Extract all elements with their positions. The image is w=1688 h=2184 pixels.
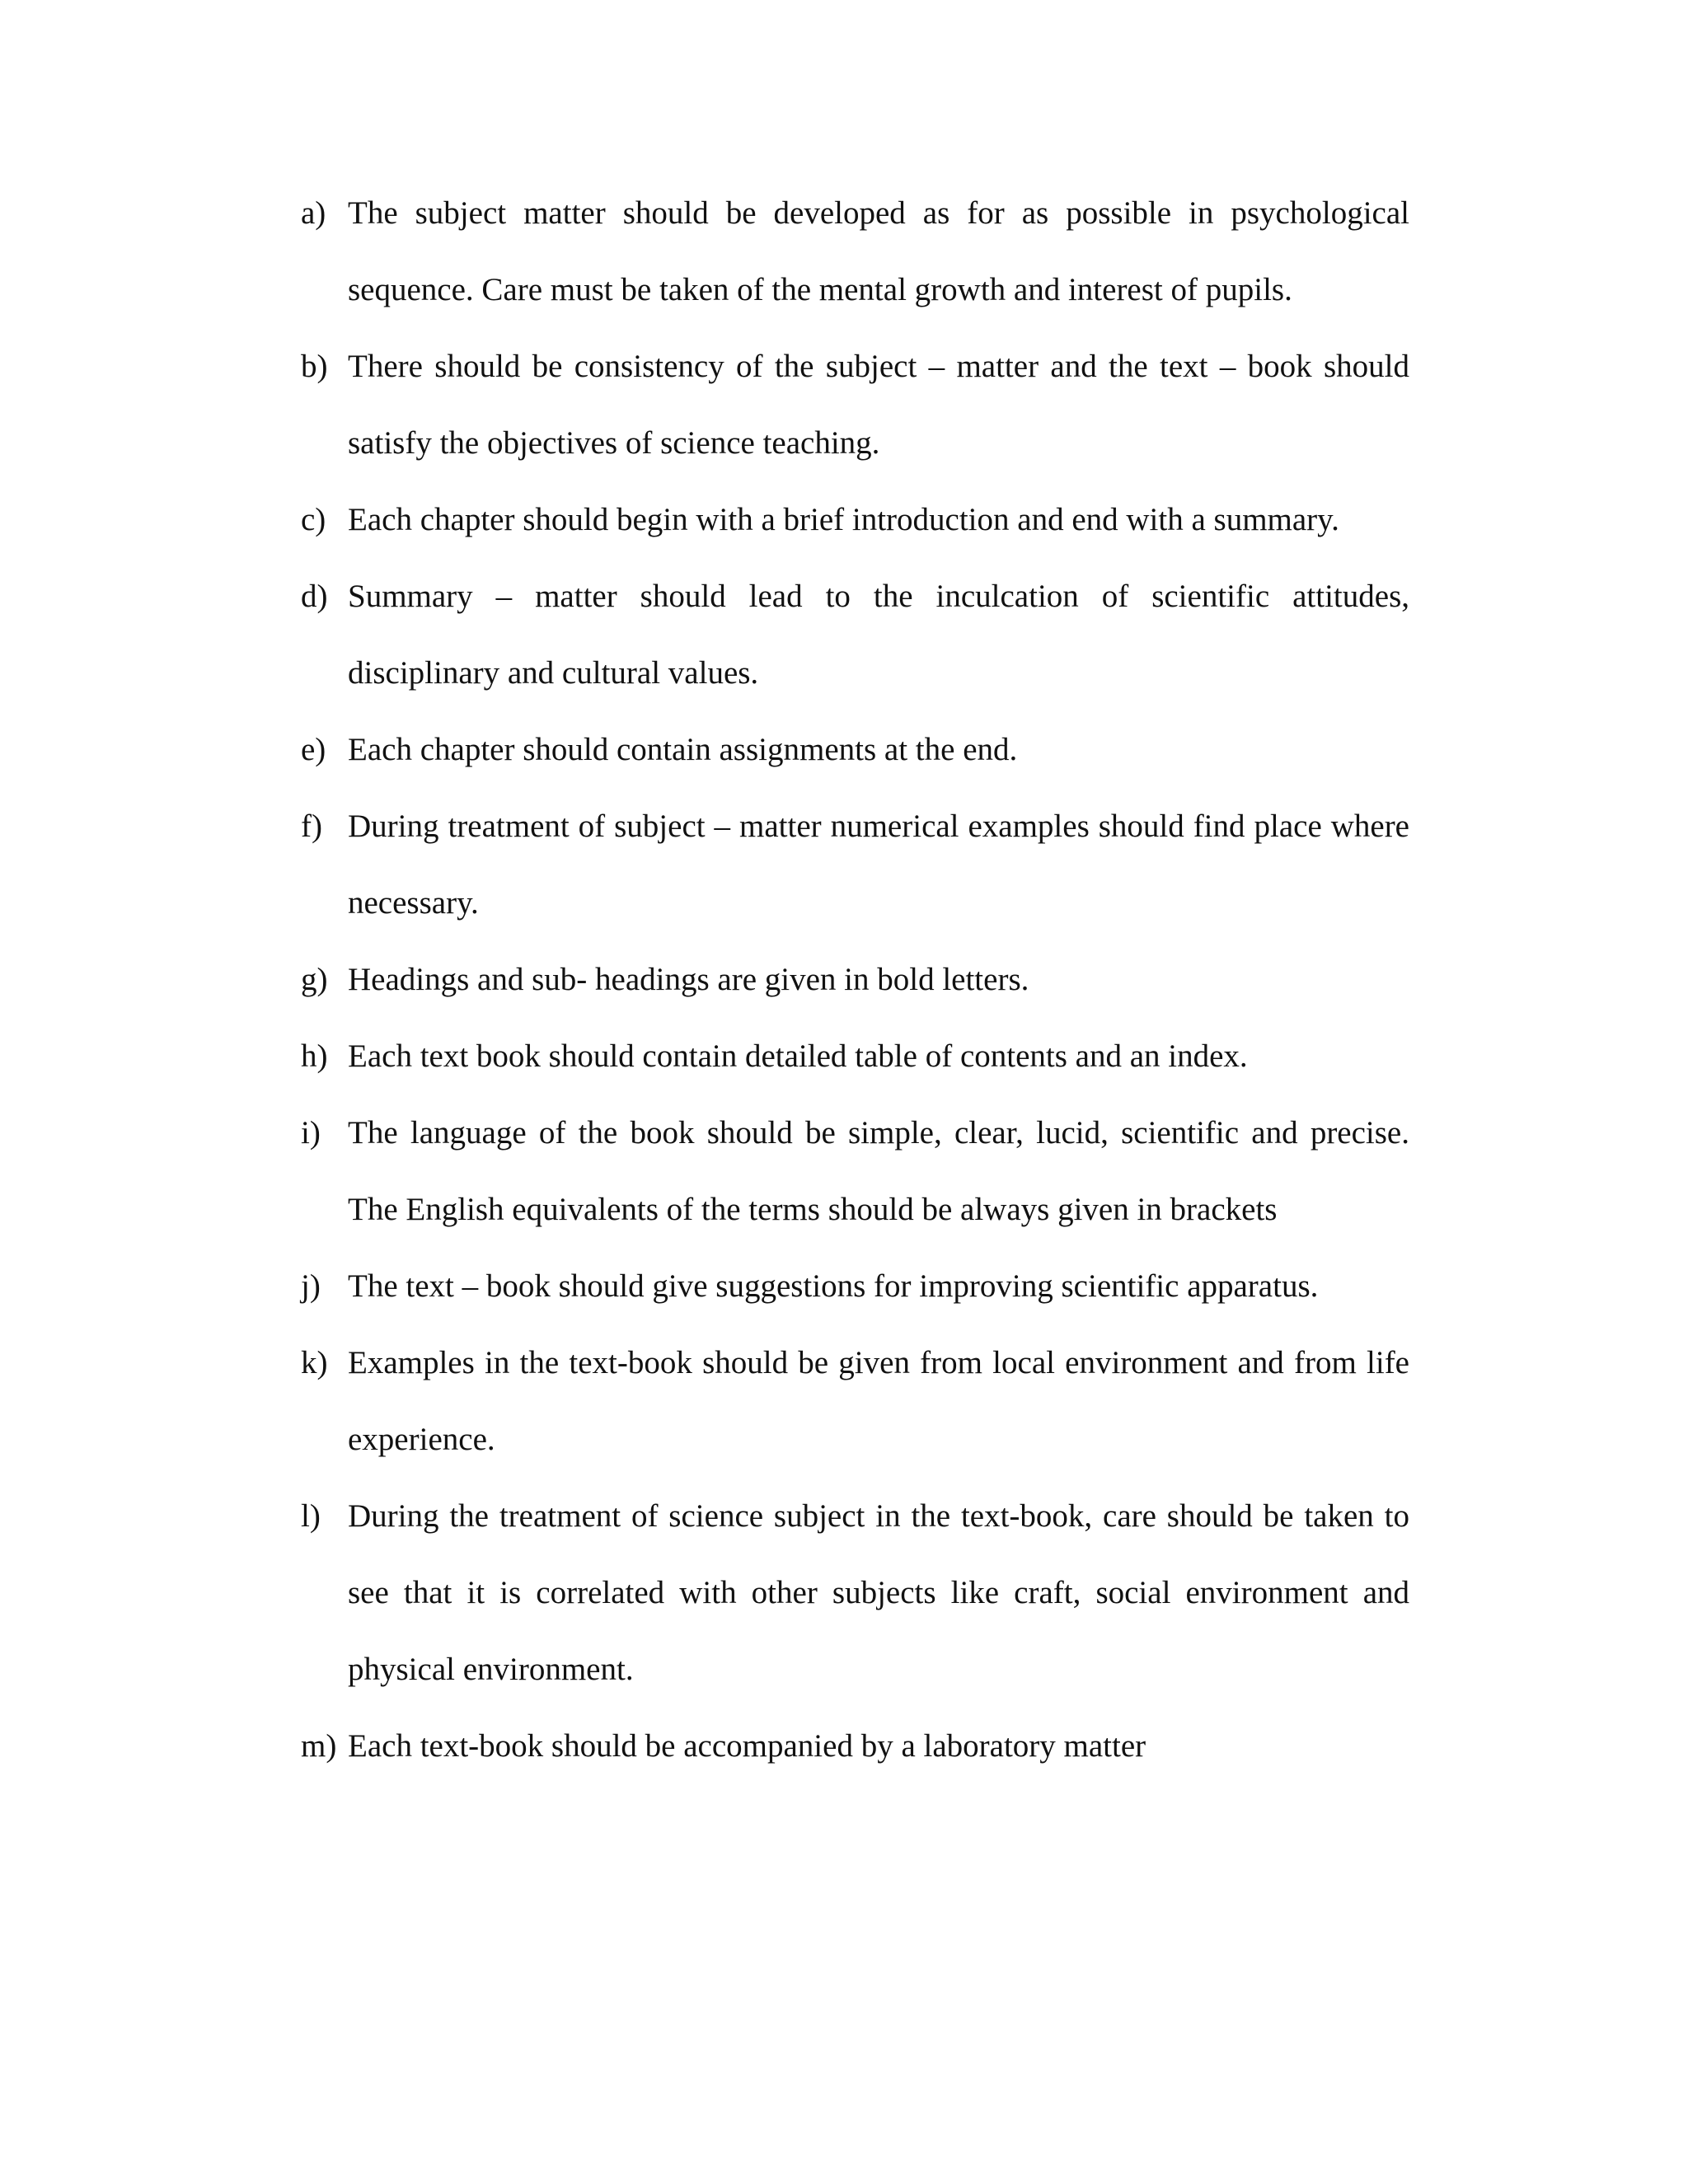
guideline-list [301, 175, 1409, 1784]
item-text: The subject matter should be developed as for as possible in psychological sequence. Care must be taken of the mental growth and interest of pupils. [348, 195, 1409, 307]
list-item [301, 1478, 1409, 1708]
item-text: There should be consistency of the subject – matter and the text – book should satisfy the objectives of science teaching. [348, 349, 1409, 461]
item-marker: a) [301, 195, 326, 231]
item-text: During the treatment of science subject in the text-book, care should be taken to see that it is correlated with other subjects like craft, social environment and physical environment. [348, 1498, 1409, 1687]
item-text: Summary – matter should lead to the inculcation of scientific attitudes, disciplinary and cultural values. [348, 579, 1409, 691]
list-item [301, 1324, 1409, 1478]
item-marker: l) [301, 1498, 321, 1534]
item-marker: b) [301, 349, 328, 384]
item-text: Each text book should contain detailed table of contents and an index. [348, 1038, 1248, 1074]
list-item [301, 328, 1409, 481]
item-marker: f) [301, 808, 322, 844]
list-item [301, 481, 1409, 558]
item-marker: j) [301, 1268, 321, 1304]
list-item [301, 558, 1409, 711]
item-text: During treatment of subject – matter numerical examples should find place where necessary. [348, 808, 1409, 921]
item-marker: d) [301, 579, 328, 614]
item-text: Each chapter should contain assignments at the end. [348, 732, 1018, 767]
item-marker: i) [301, 1115, 321, 1151]
item-marker: e) [301, 732, 326, 767]
item-text: The language of the book should be simple, clear, lucid, scientific and precise. The English equivalents of the terms should be always given in brackets [348, 1115, 1409, 1227]
item-marker: m) [301, 1728, 337, 1764]
item-marker: g) [301, 962, 328, 997]
list-item [301, 1018, 1409, 1094]
item-marker: c) [301, 502, 326, 537]
item-marker: h) [301, 1038, 328, 1074]
list-item [301, 941, 1409, 1018]
item-text: Each chapter should begin with a brief introduction and end with a summary. [348, 502, 1339, 537]
list-item [301, 1094, 1409, 1248]
list-item [301, 711, 1409, 788]
list-item [301, 175, 1409, 328]
item-text: Each text-book should be accompanied by a laboratory matter [348, 1728, 1146, 1764]
list-item [301, 1248, 1409, 1324]
item-text: Examples in the text-book should be given from local environment and from life experience. [348, 1345, 1409, 1457]
list-item [301, 1708, 1409, 1784]
list-item [301, 788, 1409, 941]
item-marker: k) [301, 1345, 328, 1380]
item-text: The text – book should give suggestions for improving scientific apparatus. [348, 1268, 1319, 1304]
item-text: Headings and sub- headings are given in bold letters. [348, 962, 1029, 997]
